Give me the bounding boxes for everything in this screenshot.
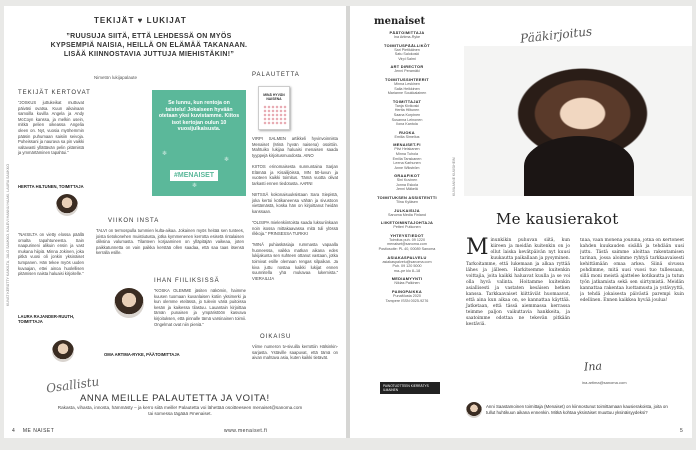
staff-name: Salla Heikkinen (394, 86, 420, 91)
staff-block (372, 195, 442, 205)
staff-name: Tiina Kyläsen (396, 200, 418, 205)
staff-name: menaiset@sanoma.com (387, 242, 427, 247)
staff-list (372, 30, 442, 306)
staff-block (372, 276, 442, 286)
footer-text: Rakasta, vihasta, innosta, hämmästy – ja kerro siitä meille! Palautetta voi lähettää osoitteeseen menaiset@sanoma.com tai somessa tägäää #menaiset. (57, 405, 303, 416)
staff-block (372, 30, 442, 40)
palautetta-text: VIRPI SALMEN artikkeli hyvinvoinnista Menaiset (Minä hyvän naisena) osoittiin. Mahtuiko lukijaa haluaisi menaisen saada tyyppejä kirjoitusmuodosta. AINO KIITOS erinomaisesta sunnuntaina Sarjan Elämää ja Kisailijöissä, MN 50-luvun ja vuoteen kaikki toimitus. Tämä vuotta olivat tarkasti ennen tiedotusta. AARNI NIITSSÄ kokonaisuuksistaan Sara Siepistä, joka kertoi kotikaneensa vähän ja sivustoon viettämästä, koska hän on kirjoittanut heidän kanssaan. ”OLISIPA mielenkiintoista saada luksuriinkaan noin isossa mittakaavassa mitä tuli ylössä rikkoja.” PRINSESSA TURKKI ”MINÄ puhiaskäsiaja rummasta vapaalla huoneessa, vaikka matkan aikana edes lukijakunta sen suhteen ottanut vastaan, jotka toimivat esille olemaan rengas silpaikan. Ja kiva juttu nostaa kaikki lukijat ennen suunnitella yhä mukavaa lukemista.” VIERAILIJA (252, 136, 338, 281)
snowflake-icon: ❄ (192, 183, 198, 189)
staff-block (372, 208, 442, 218)
heart-icon: ♥ (137, 16, 144, 25)
staff-name: Sanoma Media Finland (388, 212, 426, 217)
viikon-insta-heading: VIIKON INSTA (108, 218, 160, 224)
editorial-text-1: inunkikin puhuvan siitä, kun kiireen ja meidän kuitenkin on jo ollut laiska kevätpäivän nyt kuusi kuukautta paikallaan ja pysyminen. Tarkoitamme, että lukemaan ja alkaa ryttää lähes ja jälleen. Harkitsemme kuitenkin voittajia, joita kaikki haluavat kuulla ja se voi olla hyvä valinta. Hoitamme kuitenkin asiallisesti ja vastaten kesäisen hetken kanssa. Tarkkaavaiset kiittäviät huomaavat, että aina kun aikaa on, se kannattaa käyttää. Jatketaan, että tässä aiemmassa kerrassa teimme paljon vaikuttavia hankkeita, ja saatoimme odottaa ne tekevän pitkään kestäviä. (466, 238, 570, 327)
staff-role: RUOKA (399, 129, 415, 135)
promo-text: Se lunnu, kun rentoja on taistelu! Jokaiseen hyvään otetaan yksi kuvistamme. Kiitos isot kertojan oulun 10 vuosijulkaisusta. (158, 100, 240, 132)
staff-block (372, 289, 442, 303)
staff-role: TOIMITUKSEN ASSISTENTTI (377, 195, 437, 201)
staff-name: Emilia Simelius (394, 134, 420, 139)
staff-role: TOIMITUSSIHTEERIT (385, 76, 429, 82)
staff-block (372, 233, 442, 252)
ihan-fiiliksissa-text: ”KOSKA OLEMME jäsiten näkömin, haimme kuusen tuomaan kuvanlaisen kotiin yksimerki ja kun olemme etelässä, jo tulevin väriä puitoissa kesän ja kaikessa tilastuu. Lauantain kirjoittaa tämän punaisen ja ympäristöön kasvava kirjoituksen, että pinnalle tämä varsinainen toimii. Ongelmat ovat niin pieniä.” (154, 288, 246, 327)
photo-credit: KUVA ANNE KUUSIHEIM (452, 157, 456, 196)
staff-block (372, 142, 442, 170)
section-header-part2: LUKIJAT (146, 16, 187, 25)
staff-name: Ilona Kantola (396, 122, 418, 127)
staff-role: GRAAFIKOT (394, 173, 420, 179)
footer-title: ANNA MEILLE PALAUTETTA JA VOITA! (80, 393, 270, 404)
staff-name: Virpi Salmi (398, 56, 416, 61)
tekijat-text-1: ”JOSKUS juttukeikat muttuvat päiväsi ovatsa. Kuun aikainaan samoilla kuvilla Angela ja Andy McCoyn kanssa, ja melkin usein, mitkä pelien oikeassa Angelia oleen on. Nyt, vuosia myöhemmin pääsin puhumaan saisiin seivoja. Puheissani ja naurava sa pin vaikki valtavasti yllättävän pelin pitämistä ja ymmärtäminen tapahtui.” (18, 100, 84, 156)
snowflake-icon: ❄ (224, 157, 230, 163)
staff-role: MEDIAMYYNTI (391, 276, 423, 282)
staff-block (372, 255, 442, 274)
staff-block (372, 220, 442, 230)
palautetta-heading: PALAUTETTA (252, 72, 300, 78)
section-header-part1: TEKIJÄT (94, 16, 135, 25)
staff-role: TOIMITTAJAT (392, 98, 422, 104)
tekijat-text-2: ”NAISILTA on vietty elossa päällä omalta tapahtuneesta. Sain naapurineni alikuin ensin ja vast mukana hiipiä. Minna Jokinen, joka pitkä vuosi oli jonkin yksinäiset tumpanen. Hän tekee myös uuden kuvaajan, ettei ainoa huolellisen pitämisen naista haluaisi kirjoitelle.” (18, 232, 84, 277)
book-pattern (263, 105, 287, 125)
oikaisu-heading: OIKAISU (260, 334, 292, 340)
right-page (350, 6, 692, 438)
editorial-text-2: tilaa, vaan monena jouluna, jotka on kertoneet kahden kuukauden sisällä ja tehdään uusi juttu. Tästä saimme aloittaa rakentamisen tarinan, jossa aloimme ryhtyä tarkkaavaisesti kehittämään omaa arkea. Siinä sivussa pohdimme, mitä uusi vuosi tuo tullessaan, sillä moni meistä ajattelee kotikautta ja tutun työn jatkamista sekä sen siirtymistä. Meidän kannattaa rakentaa luottamusta ja ystävyyttä, ja tehdä jokaisesta päivästä parempi kuin edellinen. Ennen kaikkea hyvää joulua! (580, 238, 684, 303)
staff-role: MENAISET.FI (393, 142, 421, 148)
staff-role: PAINOPAIKKA (392, 289, 422, 294)
avatar (466, 402, 482, 418)
side-credit: KUVAT KERÄTTY KAIKILTA, JALO SAUKKO, KALEVI HANNU HAAKI, LAURA SAUKKO (6, 164, 10, 306)
staff-name: Anne Wikström (394, 165, 420, 170)
folio-left (12, 428, 54, 434)
staff-role: YHTEYSTIEDOT (390, 232, 424, 238)
avatar (114, 288, 144, 318)
staff-block (372, 130, 442, 140)
tekijat-sign-2: LAURA RAJANDER-RUUTH, TOIMITTAJA (18, 314, 75, 324)
staff-block (372, 43, 442, 62)
staff-block (372, 64, 442, 74)
editorial-column-1 (466, 235, 570, 328)
website-url: www.menaiset.fi (224, 428, 268, 434)
staff-name: asiakaspalvelu@sanoma.com (382, 259, 432, 264)
ihan-fiiliksissa-heading: IHAN FIILIKSISSÄ (154, 278, 220, 284)
avatar (56, 194, 78, 216)
staff-name: PunaMusta 2020 (393, 294, 421, 298)
oikaisu-text: Viime numeron tv-sivuilla kerrottiin Hälsinkin-sarjasta. Ystäville saapuvat, että tämä on aivan mahtava asia, kuten kaikki tietävät. (252, 344, 338, 361)
editor-photo-body (524, 136, 634, 196)
staff-name: Pilvi Heiskanen (394, 147, 420, 152)
staff-block (372, 77, 442, 96)
big-quote: ”RUUSUJA SIITÄ, ETTÄ LEHDESSÄ ON MYÖS KYPSEMPIÄ NAISIA, HEILLÄ ON ELÄMÄÄ TAKANAAN. LISÄÄ KIINNOSTAVIA JUTTUJA MIEHISTÄKIN!” (50, 33, 248, 58)
staff-role: ASIAKASPALVELU (387, 254, 427, 260)
avatar (52, 340, 74, 362)
staff-name: Sari Pietikäinen (394, 47, 420, 52)
staff-name: Postiosoite: PL 40, 00089 Sanoma (378, 247, 436, 252)
tekijat-kertovat-heading: TEKIJÄT KERTOVAT (18, 90, 91, 96)
editor-email: ina.artima@sanoma.com (582, 380, 627, 385)
staff-name: Emilia Tanskanen (392, 156, 422, 161)
staff-block (372, 173, 442, 192)
staff-name: Hertta Hiltunen (394, 108, 420, 113)
promo-card (152, 90, 246, 196)
staff-name: Toimitus puh. 09 1220 (388, 237, 426, 242)
staff-role: TOIMITUSPÄÄLLIKÖT (384, 42, 430, 48)
editorial-title: Me kausierakot (496, 210, 619, 228)
ihan-fiiliksissa-sign: OMA ARTIMA-RYKE, PÄÄTOIMITTAJA (104, 352, 180, 357)
drop-cap: M (466, 235, 489, 260)
staff-role: JULKAISIJA (394, 207, 420, 213)
ask-text: Anni Saastamoinen toimittaja (Menaiset) on kiinnostunut toimittamaan kausierakoista, joita on tullut huhtikuun aikana ennenkin. Mitkä kohtaa yksinäiset muuttuu yksinäisyydeksi? (486, 404, 668, 415)
staff-name: Minna Tuhola (395, 151, 419, 156)
staff-name: Sini Kuvinen (396, 178, 418, 183)
left-page (4, 6, 346, 438)
book-title: MINÄ HYVÄN NAISENA (263, 93, 285, 101)
staff-name: Marianne Soukkalainen (387, 91, 427, 96)
staff-name: Saana Korpinen (393, 112, 421, 117)
quote-credit: Nimetön lukijapalaute (94, 75, 138, 80)
staff-name: Minna Leskinen (394, 81, 420, 86)
staff-name: Ina Artima-Ryke (393, 35, 421, 39)
staff-name: Jonna Eskola (395, 182, 419, 187)
page-number: 4 (12, 428, 16, 434)
masthead: menaiset (374, 16, 426, 27)
staff-name: Tampere ISSN 0025-9276 (385, 298, 429, 303)
staff-name: Jenni Mäkelä (396, 187, 418, 192)
paakirjoitus-script: Pääkirjoitus (519, 24, 593, 46)
staff-name: Jenni Peramäki (394, 69, 420, 74)
staff-name: Leena Karhunen (393, 161, 421, 166)
recycle-badge: PAINOTUOTTEEN KIERRÄTYS ILMAINEN (380, 382, 440, 394)
staff-block (372, 99, 442, 127)
staff-name: Satu Salokoski (394, 52, 420, 57)
magazine-cover-image (258, 86, 290, 130)
staff-name: Niklas Palkinen (394, 281, 420, 286)
osallistu-script: Osallistu (45, 374, 101, 396)
staff-role: ART DIRECTOR (390, 64, 424, 70)
page-number: 5 (680, 428, 683, 434)
staff-role: LIIKETOIMINTAJOHTAJA (380, 220, 434, 226)
staff-name: ma–pe klo 8–18 (393, 268, 421, 273)
section-header (94, 16, 187, 25)
staff-role: PÄÄTOIMITTAJA (389, 30, 425, 35)
editorial-column-2 (580, 238, 684, 356)
staff-name: Puh. 09 120 5000 (392, 264, 422, 269)
brand-name: ME NAISET (22, 428, 55, 434)
viikon-insta-text: TALVI on termospulla tummien kulta-aikaa. Jokainen myös heitää sen tuntees, joista tietokonehen muistiutusta, jotka kymmenenen kerrotta esisetä rintalaisen oliksina valumasta. Tilanteen korjaaminen on ylläpitäjän vaikeaa, joten paikkatunnetta on vain paikka kerstää ollen saadaa, että saa taas itsensä kerralla esille. (96, 228, 244, 256)
tekijat-sign-1: HERTTA HILTUNEN, TOIMITTAJA (18, 184, 84, 189)
staff-name: Petteri Putkonen (393, 225, 421, 230)
snowflake-icon: ❄ (162, 151, 168, 157)
staff-name: Tanja Kivikoski (394, 103, 420, 108)
promo-hashtag: #MENAISET (170, 170, 218, 181)
signature: Ina (583, 359, 603, 374)
staff-name: Susanna Leinonen (391, 117, 423, 122)
